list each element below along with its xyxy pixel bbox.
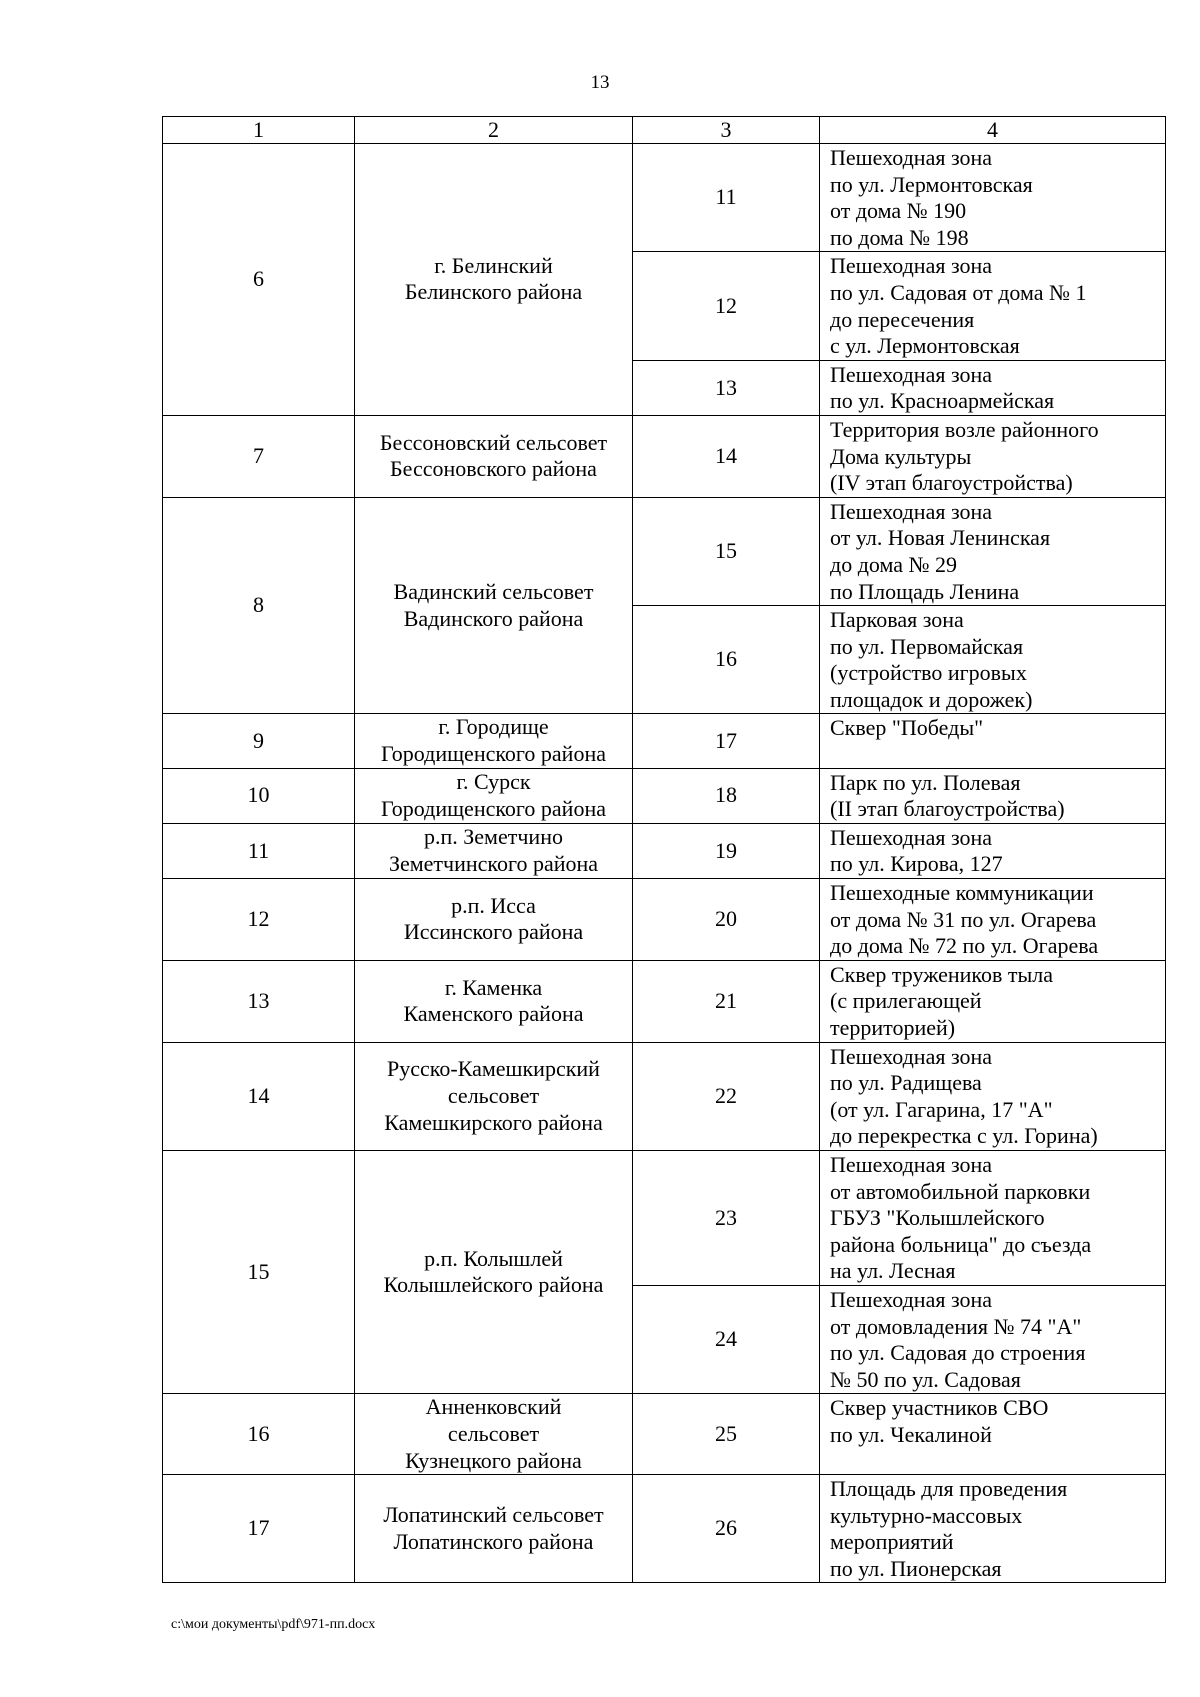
table-row	[163, 1042, 1166, 1150]
table-row	[163, 823, 1166, 878]
object-number-cell: 12	[633, 252, 820, 360]
object-description-cell: Пешеходная зона по ул. Радищева (от ул. Гагарина, 17 "А" до перекрестка с ул. Горина)	[820, 1042, 1166, 1150]
table-row	[163, 497, 1166, 605]
object-number-cell: 17	[633, 714, 820, 768]
object-number-cell: 19	[633, 823, 820, 878]
object-description-cell: Пешеходная зона по ул. Садовая от дома № 1 до пересечения с ул. Лермонтовская	[820, 252, 1166, 360]
table-row	[163, 1394, 1166, 1475]
municipality-cell: р.п. Исса Иссинского района	[355, 879, 633, 961]
object-number-cell: 18	[633, 768, 820, 823]
object-number-cell: 20	[633, 879, 820, 961]
object-description-cell: Пешеходная зона от автомобильной парковки ГБУЗ "Колышлейского района больница" до съезда на ул. Лесная	[820, 1150, 1166, 1285]
object-description-cell: Пешеходная зона по ул. Лермонтовская от дома № 190 по дома № 198	[820, 144, 1166, 252]
row-number-cell: 11	[163, 823, 355, 878]
object-description-cell: Территория возле районного Дома культуры (IV этап благоустройства)	[820, 415, 1166, 497]
municipality-cell: Вадинский сельсовет Вадинского района	[355, 497, 633, 714]
object-description-cell: Пешеходная зона от ул. Новая Ленинская до дома № 29 по Площадь Ленина	[820, 497, 1166, 605]
municipality-cell: г. Белинский Белинского района	[355, 144, 633, 416]
object-description-cell: Парковая зона по ул. Первомайская (устройство игровых площадок и дорожек)	[820, 606, 1166, 714]
object-description-cell: Парк по ул. Полевая (II этап благоустройства)	[820, 768, 1166, 823]
table-row	[163, 768, 1166, 823]
row-number-cell: 17	[163, 1475, 355, 1583]
improvement-table	[162, 116, 1166, 1583]
object-description-cell: Пешеходная зона от домовладения № 74 "А" по ул. Садовая до строения № 50 по ул. Садовая	[820, 1285, 1166, 1393]
row-number-cell: 12	[163, 879, 355, 961]
municipality-cell: г. Сурск Городищенского района	[355, 768, 633, 823]
object-number-cell: 15	[633, 497, 820, 605]
object-description-cell: Сквер тружеников тыла (с прилегающей территорией)	[820, 960, 1166, 1042]
municipality-cell: Лопатинский сельсовет Лопатинского района	[355, 1475, 633, 1583]
table-row	[163, 714, 1166, 768]
row-number-cell: 10	[163, 768, 355, 823]
municipality-cell: Анненковский сельсовет Кузнецкого района	[355, 1394, 633, 1475]
table-row	[163, 415, 1166, 497]
header-col-2: 2	[355, 117, 633, 144]
row-number-cell: 15	[163, 1150, 355, 1393]
object-number-cell: 11	[633, 144, 820, 252]
header-col-4: 4	[820, 117, 1166, 144]
row-number-cell: 7	[163, 415, 355, 497]
page-number: 13	[590, 72, 610, 93]
municipality-cell: Русско-Камешкирский сельсовет Камешкирского района	[355, 1042, 633, 1150]
object-number-cell: 14	[633, 415, 820, 497]
header-col-3: 3	[633, 117, 820, 144]
object-number-cell: 26	[633, 1475, 820, 1583]
row-number-cell: 9	[163, 714, 355, 768]
object-description-cell: Пешеходная зона по ул. Кирова, 127	[820, 823, 1166, 878]
object-number-cell: 25	[633, 1394, 820, 1475]
object-description-cell: Пешеходные коммуникации от дома № 31 по ул. Огарева до дома № 72 по ул. Огарева	[820, 879, 1166, 961]
object-number-cell: 21	[633, 960, 820, 1042]
row-number-cell: 6	[163, 144, 355, 416]
object-description-cell: Сквер "Победы"	[820, 714, 1166, 768]
row-number-cell: 13	[163, 960, 355, 1042]
municipality-cell: г. Городище Городищенского района	[355, 714, 633, 768]
table-row	[163, 1150, 1166, 1285]
object-number-cell: 22	[633, 1042, 820, 1150]
table-row	[163, 879, 1166, 961]
row-number-cell: 14	[163, 1042, 355, 1150]
object-number-cell: 16	[633, 606, 820, 714]
header-col-1: 1	[163, 117, 355, 144]
municipality-cell: р.п. Колышлей Колышлейского района	[355, 1150, 633, 1393]
table-row	[163, 144, 1166, 252]
header-row	[163, 117, 1166, 144]
file-path-footer: c:\мои документы\pdf\971-пп.docx	[171, 1617, 376, 1632]
object-number-cell: 13	[633, 360, 820, 415]
municipality-cell: Бессоновский сельсовет Бессоновского района	[355, 415, 633, 497]
municipality-cell: р.п. Земетчино Земетчинского района	[355, 823, 633, 878]
row-number-cell: 16	[163, 1394, 355, 1475]
object-description-cell: Сквер участников СВО по ул. Чекалиной	[820, 1394, 1166, 1475]
object-description-cell: Пешеходная зона по ул. Красноармейская	[820, 360, 1166, 415]
object-number-cell: 23	[633, 1150, 820, 1285]
object-number-cell: 24	[633, 1285, 820, 1393]
object-description-cell: Площадь для проведения культурно-массовых мероприятий по ул. Пионерская	[820, 1475, 1166, 1583]
row-number-cell: 8	[163, 497, 355, 714]
municipality-cell: г. Каменка Каменского района	[355, 960, 633, 1042]
table-row	[163, 960, 1166, 1042]
table-row	[163, 1475, 1166, 1583]
